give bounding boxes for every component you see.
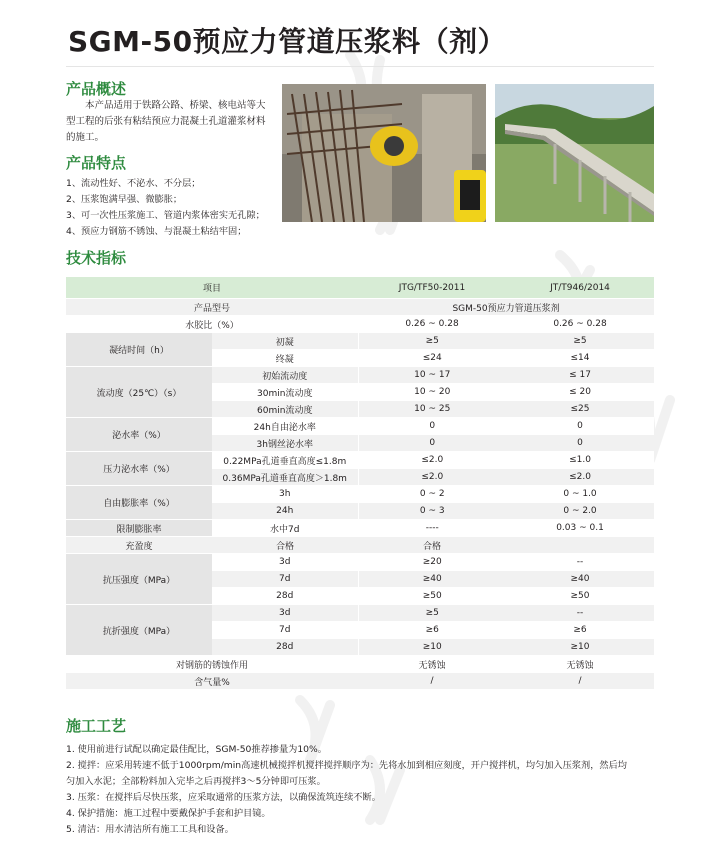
row-value: ≤2.0 (358, 452, 506, 469)
group-label: 泌水率（%） (66, 418, 212, 452)
row-value: ≤ 17 (506, 367, 654, 384)
row-value: 0 ~ 2.0 (506, 503, 654, 520)
table-row (66, 605, 654, 622)
sub-label: 水中7d (212, 520, 358, 537)
sub-label: 7d (212, 622, 358, 639)
group-label: 凝结时间（h） (66, 333, 212, 367)
sub-label: 60min流动度 (212, 401, 358, 418)
table-header-row (66, 277, 654, 299)
row-value: ≤14 (506, 350, 654, 367)
row-value: ≥6 (358, 622, 506, 639)
row-value: ≥5 (358, 333, 506, 350)
row-value: 0 ~ 1.0 (506, 486, 654, 503)
table-row (66, 452, 654, 469)
table-row (66, 299, 654, 316)
row-value: ≤1.0 (506, 452, 654, 469)
row-label: 含气量% (66, 673, 358, 690)
row-value: 10 ~ 17 (358, 367, 506, 384)
sub-label: 初凝 (212, 333, 358, 350)
row-value: ≥50 (506, 588, 654, 605)
table-row (66, 333, 654, 350)
row-label: 充盈度 (66, 537, 212, 554)
row-value: ≥10 (358, 639, 506, 656)
header-standard-jt: JT/T946/2014 (506, 277, 654, 299)
row-value: 10 ~ 25 (358, 401, 506, 418)
row-value: 无锈蚀 (358, 656, 506, 673)
spec-table (66, 277, 654, 690)
spec-heading: 技术指标 (66, 249, 127, 267)
row-value: 合格 (212, 537, 358, 554)
row-value: 0 (506, 435, 654, 452)
empty-cell (506, 537, 654, 554)
row-value: ≥6 (506, 622, 654, 639)
overview-heading: 产品概述 (66, 80, 127, 98)
row-value: ≤24 (358, 350, 506, 367)
row-value: 0 ~ 3 (358, 503, 506, 520)
table-row (66, 367, 654, 384)
sub-label: 24h自由泌水率 (212, 418, 358, 435)
row-value: ≥10 (506, 639, 654, 656)
process-step: 4. 保护措施：施工过程中要戴保护手套和护目镜。 (66, 808, 271, 819)
row-value: 0 ~ 2 (358, 486, 506, 503)
row-value: ≥20 (358, 554, 506, 571)
table-row (66, 418, 654, 435)
table-row (66, 520, 654, 537)
sub-label: 28d (212, 588, 358, 605)
row-value: ≤2.0 (358, 469, 506, 486)
group-label: 自由膨胀率（%） (66, 486, 212, 520)
row-label: 产品型号 (66, 299, 358, 316)
row-value: ≤ 20 (506, 384, 654, 401)
sub-label: 28d (212, 639, 358, 656)
process-step: 3. 压浆：在搅拌后尽快压浆，应采取通常的压浆方法，以确保流筑连续不断。 (66, 792, 381, 803)
bridge-photo (495, 84, 654, 222)
table-row (66, 656, 654, 673)
group-label: 压力泌水率（%） (66, 452, 212, 486)
title-divider (66, 66, 654, 67)
process-step: 1. 使用前进行试配以确定最佳配比，SGM-50推荐掺量为10%。 (66, 744, 327, 755)
feature-item: 4、预应力钢筋不锈蚀、与混凝土粘结牢固； (66, 226, 247, 237)
feature-item: 1、流动性好、不泌水、不分层； (66, 178, 201, 189)
sub-label: 3d (212, 605, 358, 622)
process-step: 匀加入水泥；全部粉料加入完毕之后再搅拌3～5分钟即可压浆。 (66, 776, 326, 787)
feature-item: 2、压浆饱满早强、微膨胀； (66, 194, 183, 205)
row-value: ≥50 (358, 588, 506, 605)
sub-label: 0.22MPa孔道垂直高度≤1.8m (212, 452, 358, 469)
table-row (66, 537, 654, 554)
row-value: ≤2.0 (506, 469, 654, 486)
header-item: 项目 (66, 277, 358, 299)
row-value: ---- (358, 520, 506, 537)
row-label: 对钢筋的锈蚀作用 (66, 656, 358, 673)
table-row (66, 316, 654, 333)
row-value: 0.26 ~ 0.28 (358, 316, 506, 333)
row-value: 10 ~ 20 (358, 384, 506, 401)
header-standard-jtg: JTG/TF50-2011 (358, 277, 506, 299)
sub-label: 0.36MPa孔道垂直高度＞1.8m (212, 469, 358, 486)
process-heading: 施工工艺 (66, 717, 127, 735)
sub-label: 终凝 (212, 350, 358, 367)
row-value: 0.26 ~ 0.28 (506, 316, 654, 333)
features-list (66, 176, 282, 240)
row-value: / (506, 673, 654, 690)
row-value: 0 (358, 418, 506, 435)
process-step: 2. 搅拌：应采用转速不低于1000rpm/min高速机械搅拌机搅拌搅拌顺序为：先将水加到相应刻度，开户搅拌机，均匀加入压浆剂，然后均 (66, 760, 627, 771)
row-value: 无锈蚀 (506, 656, 654, 673)
sub-label: 24h (212, 503, 358, 520)
process-steps (66, 742, 666, 838)
group-label: 抗折强度（MPa） (66, 605, 212, 656)
sub-label: 30min流动度 (212, 384, 358, 401)
row-value: ≥40 (506, 571, 654, 588)
table-row (66, 554, 654, 571)
row-value: ≤25 (506, 401, 654, 418)
row-value: SGM-50预应力管道压浆剂 (358, 299, 654, 316)
group-label: 流动度（25℃）（s） (66, 367, 212, 418)
row-value: -- (506, 605, 654, 622)
group-label: 抗压强度（MPa） (66, 554, 212, 605)
row-value: ≥40 (358, 571, 506, 588)
group-label: 限制膨胀率 (66, 520, 212, 537)
sub-label: 3h钢丝泌水率 (212, 435, 358, 452)
row-value: ≥5 (506, 333, 654, 350)
row-value: 0.03 ~ 0.1 (506, 520, 654, 537)
table-row (66, 673, 654, 690)
row-value: ≥5 (358, 605, 506, 622)
sub-label: 7d (212, 571, 358, 588)
row-value: 0 (358, 435, 506, 452)
row-value: -- (506, 554, 654, 571)
overview-text: 本产品适用于铁路公路、桥梁、核电站等大型工程的后张有粘结预应力混凝土孔道灌浆材料的施工。 (66, 100, 266, 143)
sub-label: 3d (212, 554, 358, 571)
row-label: 水胶比（%） (66, 316, 358, 333)
row-value: 0 (506, 418, 654, 435)
process-step: 5. 清洁：用水清洁所有施工工具和设备。 (66, 824, 234, 835)
page-title: SGM-50预应力管道压浆料（剂） (68, 25, 507, 58)
table-row (66, 486, 654, 503)
features-heading: 产品特点 (66, 154, 127, 172)
row-value: / (358, 673, 506, 690)
sub-label: 3h (212, 486, 358, 503)
construction-photo (282, 84, 486, 222)
feature-item: 3、可一次性压浆施工、管道内浆体密实无孔隙； (66, 210, 265, 221)
sub-label: 初始流动度 (212, 367, 358, 384)
row-value: 合格 (358, 537, 506, 554)
